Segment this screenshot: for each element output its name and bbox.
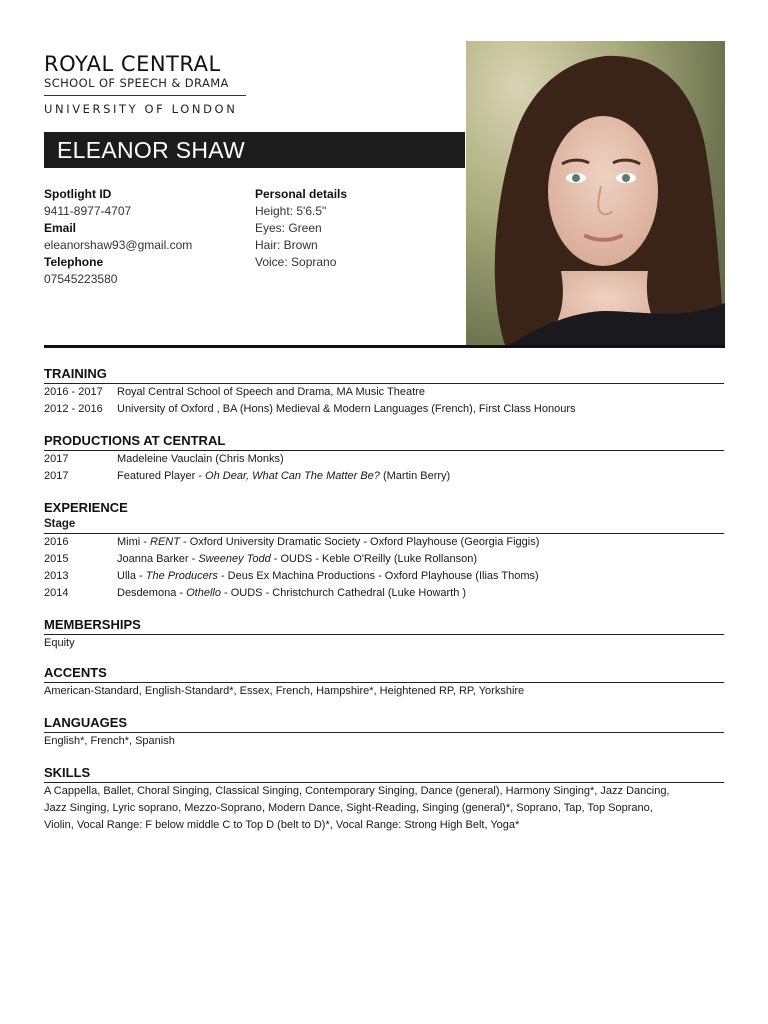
skills-line: Jazz Singing, Lyric soprano, Mezzo-Soprano, Modern Dance, Sight-Reading, Singing (general)*, Soprano, Tap, Top Soprano, [44,802,653,814]
training-row [44,384,724,401]
training-year: 2016 - 2017 [44,386,103,398]
headshot-illustration [466,41,725,348]
languages-title: LANGUAGES [44,715,724,733]
school-logo [44,52,246,116]
experience-year: 2016 [44,536,69,548]
training-row [44,401,724,418]
production-year: 2017 [44,470,69,482]
header-divider [44,345,725,348]
skills-title: SKILLS [44,765,724,783]
production-text: Featured Player - Oh Dear, What Can The Matter Be? (Martin Berry) [117,470,451,482]
height-value: Height: 5'6.5" [255,204,327,218]
skills-line: A Cappella, Ballet, Choral Singing, Classical Singing, Contemporary Singing, Dance (general), Harmony Singing*, Jazz Dancing, [44,785,670,797]
accents-title: ACCENTS [44,665,724,683]
training-text: University of Oxford , BA (Hons) Medieval & Modern Languages (French), First Class Honours [117,403,576,415]
experience-title: EXPERIENCE [44,500,128,515]
telephone-value: 07545223580 [44,272,118,286]
spotlight-label: Spotlight ID [44,187,112,201]
production-text: Madeleine Vauclain (Chris Monks) [117,453,284,465]
experience-text: Ulla - The Producers - Deus Ex Machina Productions - Oxford Playhouse (Ilias Thoms) [117,570,539,582]
production-row [44,451,724,468]
languages-text: English*, French*, Spanish [44,735,175,747]
logo-main-text: ROYAL CENTRAL [44,52,221,76]
actor-name: ELEANOR SHAW [44,132,465,168]
logo-university-text: UNIVERSITY OF LONDON [44,102,238,116]
email-label: Email [44,221,77,235]
spotlight-value: 9411-8977-4707 [44,204,132,218]
training-title: TRAINING [44,366,724,384]
accents-text: American-Standard, English-Standard*, Essex, French, Hampshire*, Heightened RP, RP, Yorkshire [44,685,525,697]
experience-row [44,534,724,551]
stage-subhead: Stage [44,517,724,534]
cv-body [44,366,724,834]
production-year: 2017 [44,453,69,465]
experience-row [44,568,724,585]
logo-sub-text: SCHOOL OF SPEECH & DRAMA [44,76,246,96]
email-value[interactable]: eleanorshaw93@gmail.com [44,238,193,252]
experience-text: Mimi - RENT - Oxford University Dramatic Society - Oxford Playhouse (Georgia Figgis) [117,536,540,548]
experience-year: 2013 [44,570,69,582]
voice-value: Voice: Soprano [255,255,337,269]
experience-text: Desdemona - Othello - OUDS - Christchurch Cathedral (Luke Howarth ) [117,587,467,599]
experience-year: 2015 [44,553,69,565]
contact-details [44,186,192,288]
memberships-text: Equity [44,637,75,649]
experience-text: Joanna Barker - Sweeney Todd - OUDS - Keble O'Reilly (Luke Rollanson) [117,553,477,565]
experience-row [44,585,724,602]
experience-row [44,551,724,568]
skills-line: Violin, Vocal Range: F below middle C to Top D (belt to D)*, Vocal Range: Strong High Belt, Yoga* [44,819,520,831]
production-row [44,468,724,485]
hair-value: Hair: Brown [255,238,318,252]
headshot-photo [466,41,725,348]
training-year: 2012 - 2016 [44,403,103,415]
training-text: Royal Central School of Speech and Drama, MA Music Theatre [117,386,425,398]
memberships-title: MEMBERSHIPS [44,617,724,635]
telephone-label: Telephone [44,255,104,269]
personal-details [255,186,347,271]
personal-label: Personal details [255,187,348,201]
experience-year: 2014 [44,587,69,599]
productions-title: PRODUCTIONS AT CENTRAL [44,433,724,451]
eyes-value: Eyes: Green [255,221,322,235]
